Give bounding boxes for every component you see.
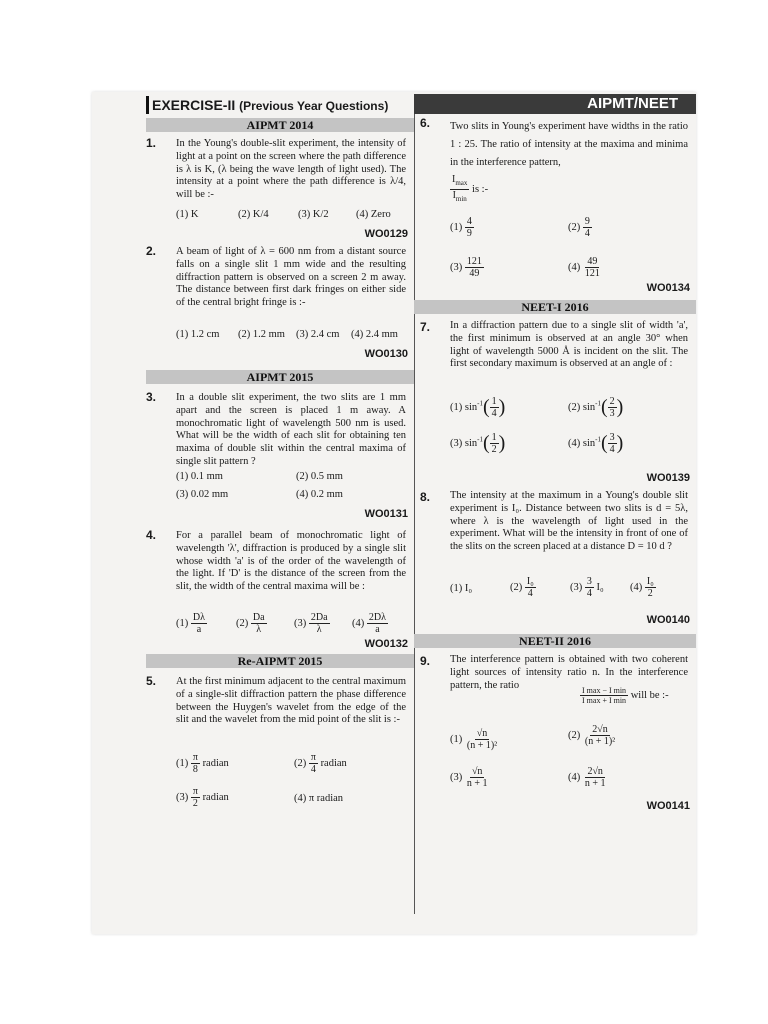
denominator: a [196, 624, 202, 635]
option-fraction [583, 256, 602, 279]
question-number: 6. [420, 116, 431, 130]
option-label: (1) [176, 757, 189, 769]
question-number: 4. [146, 528, 157, 542]
denominator: 49 [469, 268, 480, 279]
numerator: π [192, 786, 198, 797]
option-fraction [309, 752, 318, 775]
option-fraction [465, 728, 499, 751]
option-fraction [465, 766, 490, 789]
denominator: 2 [647, 588, 653, 599]
exercise-title [146, 96, 420, 114]
denominator: λ [316, 624, 322, 635]
question-text: At the first minimum adjacent to the central maximum of a single-slit diffraction pattern the phase difference between the Huygen's wavelet from the edge of the slit and the wavelet from the mid point of the slit is :- [176, 676, 406, 726]
option-fraction [645, 576, 656, 599]
question-number: 3. [146, 390, 157, 404]
option-label: (1) I₀ [450, 583, 473, 594]
question-number: 8. [420, 490, 431, 504]
ratio-symbol: I [452, 174, 456, 185]
right-column [414, 92, 696, 934]
question-code: WO0132 [364, 638, 408, 650]
question-6 [420, 116, 690, 296]
question-code: WO0131 [364, 508, 408, 520]
inverse-sup: -1 [477, 399, 483, 408]
option-4[interactable]: (4) 2.4 mm [351, 329, 398, 340]
numerator: Da [252, 612, 265, 623]
option-1[interactable] [176, 752, 229, 775]
question-4 [146, 528, 408, 652]
option-2[interactable] [568, 396, 623, 419]
question-text: The intensity at the maximum in a Young's double slit experiment is I₀. Distance between two slits is d = 5λ, where λ is the wavelength of light used in the experiment. What will be the intensity in front of one of the slits on the screen placed at a distance D = 10 d ? [450, 490, 688, 553]
option-suffix: I₀ [596, 581, 604, 593]
ratio-fraction [450, 174, 469, 205]
numerator: π [192, 752, 198, 763]
exam-header-bar [414, 94, 696, 114]
option-4[interactable] [568, 256, 602, 279]
option-4[interactable] [568, 766, 608, 789]
intensity-ratio [450, 174, 488, 205]
option-3[interactable]: (3) 2.4 cm [296, 329, 340, 340]
option-2[interactable]: (2) K/4 [238, 209, 269, 220]
option-label: (2) [568, 221, 581, 233]
numerator: 1 [491, 432, 497, 443]
option-fraction [191, 786, 200, 809]
question-text: A beam of light of λ = 600 nm from a distant source falls on a single slit 1 mm wide and the resulting diffraction pattern is observed on a screen 2 m away. The distance between first dark fringes on either side of the central bright fringe is :- [176, 246, 406, 309]
option-4[interactable] [630, 576, 656, 599]
question-number: 1. [146, 136, 157, 150]
option-text: π radian [308, 793, 344, 804]
option-unit: radian [202, 791, 229, 803]
numerator: 121 [466, 256, 482, 267]
denominator: 4 [586, 588, 592, 599]
numerator: √n [471, 766, 483, 777]
option-2[interactable]: (2) 1.2 mm [238, 329, 285, 340]
option-label: (2) [236, 617, 249, 629]
option-fraction [251, 612, 267, 635]
option-label: (1) sin [450, 401, 478, 413]
option-2[interactable] [294, 752, 347, 775]
option-1[interactable] [450, 216, 474, 239]
option-label: (3) [450, 771, 463, 783]
intensity-ratio [580, 686, 669, 705]
denominator: a [375, 624, 380, 635]
option-unit: radian [320, 757, 347, 769]
option-fraction [367, 612, 388, 635]
option-1[interactable]: (1) K [176, 209, 199, 220]
question-2 [146, 244, 408, 362]
question-number: 7. [420, 320, 431, 334]
ratio-suffix: will be :- [630, 689, 669, 701]
denominator: 2 [491, 444, 497, 455]
numerator: 2 [609, 396, 615, 407]
paren-right: ) [616, 396, 624, 418]
numerator: 2√n [587, 766, 603, 777]
question-code: WO0139 [646, 472, 690, 484]
option-3[interactable] [450, 766, 490, 789]
option-label: (1) [450, 221, 463, 233]
option-fraction [465, 256, 484, 279]
inverse-sup: -1 [595, 399, 601, 408]
numerator: I₀ [526, 576, 534, 587]
question-text: For a parallel beam of monochromatic light of wavelength 'λ', diffraction is produced by a single slit whose width 'a' is of the order of the wavelength of the light. If 'D' is the distance of the screen from the slit, the width of the central maxima will be : [176, 530, 406, 593]
denominator: 121 [584, 268, 600, 279]
option-fraction [583, 766, 608, 789]
option-3[interactable] [450, 256, 484, 279]
option-fraction [309, 612, 330, 635]
denominator: I max + I min [582, 696, 627, 705]
numerator: 2√n [592, 724, 608, 735]
option-fraction [585, 576, 594, 599]
option-3[interactable] [294, 612, 330, 635]
option-fraction [490, 432, 499, 455]
left-column [92, 92, 414, 934]
ratio-subscript: min [455, 195, 467, 203]
option-label: (4) sin [568, 437, 596, 449]
numerator: 2Dλ [368, 612, 386, 623]
option-1[interactable] [450, 728, 499, 751]
option-4[interactable] [568, 432, 623, 455]
question-text: The interference pattern is obtained with two coherent light sources of intensity ratio n. In the interference pattern, the ratio [450, 654, 688, 691]
numerator: 3 [609, 432, 615, 443]
option-label: (3) sin [450, 437, 478, 449]
option-fraction [191, 752, 200, 775]
option-label: (2) sin [568, 401, 596, 413]
denominator: λ [256, 624, 262, 635]
numerator: √n [476, 728, 488, 739]
paren-left: ( [482, 432, 490, 454]
question-code: WO0129 [364, 228, 408, 240]
question-1 [146, 136, 408, 240]
option-1[interactable]: (1) 0.1 mm [176, 471, 223, 482]
paren-right: ) [498, 396, 506, 418]
question-code: WO0134 [646, 282, 690, 294]
numerator: 49 [587, 256, 598, 267]
option-1[interactable]: (1) 1.2 cm [176, 329, 220, 340]
option-4[interactable] [294, 792, 343, 805]
option-label: (3) [450, 261, 463, 273]
exercise-subtitle: (Previous Year Questions) [239, 99, 389, 113]
option-fraction [525, 576, 536, 599]
denominator: 4 [310, 764, 316, 775]
denominator: (n + 1)² [584, 736, 616, 747]
question-code: WO0140 [646, 614, 690, 626]
option-label: (3) [176, 791, 189, 803]
section-neet-2-2016: NEET-II 2016 [414, 634, 696, 648]
option-label: (2) [510, 581, 523, 593]
numerator: 2Da [310, 612, 328, 623]
exam-label: AIPMT/NEET [587, 95, 678, 112]
option-2[interactable] [236, 612, 267, 635]
numerator: π [310, 752, 316, 763]
question-5 [146, 674, 408, 814]
option-label: (1) [450, 733, 463, 745]
denominator: 4 [527, 588, 533, 599]
question-code: WO0141 [646, 800, 690, 812]
option-label: (2) [294, 757, 307, 769]
paren-right: ) [616, 432, 624, 454]
option-fraction [583, 724, 617, 747]
option-fraction [608, 432, 617, 455]
exercise-page [92, 92, 696, 934]
numerator: 9 [584, 216, 590, 227]
question-9 [420, 654, 690, 814]
numerator: 4 [466, 216, 472, 227]
option-3[interactable] [450, 432, 505, 455]
denominator: 3 [609, 408, 615, 419]
option-label: (4) [568, 771, 581, 783]
option-4[interactable]: (4) Zero [356, 209, 391, 220]
option-1[interactable] [450, 396, 505, 419]
question-number: 2. [146, 244, 157, 258]
option-fraction [191, 612, 207, 635]
section-re-aipmt-2015: Re-AIPMT 2015 [146, 654, 414, 668]
numerator: 3 [586, 576, 592, 587]
ratio-subscript: max [455, 179, 468, 187]
denominator: 8 [192, 764, 198, 775]
option-3[interactable] [570, 576, 604, 599]
option-1[interactable] [176, 612, 207, 635]
option-label: (4) [294, 793, 307, 804]
option-3[interactable]: (3) 0.02 mm [176, 489, 229, 500]
option-fraction [465, 216, 474, 239]
option-4[interactable] [352, 612, 388, 635]
question-code: WO0130 [364, 348, 408, 360]
paren-left: ( [600, 396, 608, 418]
question-text: In a double slit experiment, the two slits are 1 mm apart and the screen is placed 1 m away. A monochromatic light of wavelength 500 nm is used. What will be the width of each slit for obtaining ten maxima of double slit within the central maxima of single slit pattern ? [176, 392, 406, 467]
option-label: (4) [630, 581, 643, 593]
option-label: (2) [568, 729, 581, 741]
option-2[interactable] [568, 216, 592, 239]
option-fraction [490, 396, 499, 419]
option-label: (4) [568, 261, 581, 273]
denominator: 2 [192, 798, 198, 809]
question-number: 9. [420, 654, 431, 668]
ratio-suffix: is :- [472, 183, 489, 195]
inverse-sup: -1 [477, 435, 483, 444]
option-3[interactable]: (3) K/2 [298, 209, 329, 220]
section-aipmt-2015: AIPMT 2015 [146, 370, 414, 384]
ratio-symbol: I [452, 190, 456, 201]
question-text: In a diffraction pattern due to a single slit of width 'a', the first minimum is observed at an angle 30° when light of wavelength 5000 Å is incident on the slit. The first secondary maximum is observed at an angle of : [450, 320, 688, 370]
numerator: 1 [491, 396, 497, 407]
option-4[interactable]: (4) 0.2 mm [296, 489, 343, 500]
option-fraction [608, 396, 617, 419]
denominator: (n + 1)² [466, 740, 498, 751]
question-text: In the Young's double-slit experiment, the intensity of light at a point on the screen where the path difference is λ is K, (λ being the wave length of light used). The intensity at a point where the path difference is λ/4, will be :- [176, 138, 406, 201]
section-neet-1-2016: NEET-I 2016 [414, 300, 696, 314]
numerator: Dλ [192, 612, 205, 623]
denominator: 4 [491, 408, 497, 419]
numerator: I₀ [646, 576, 654, 587]
option-unit: radian [202, 757, 229, 769]
section-aipmt-2014: AIPMT 2014 [146, 118, 414, 132]
option-1[interactable] [450, 582, 472, 595]
option-2[interactable]: (2) 0.5 mm [296, 471, 343, 482]
question-number: 5. [146, 674, 157, 688]
option-2[interactable] [568, 724, 617, 747]
paren-left: ( [482, 396, 490, 418]
ratio-fraction [580, 686, 628, 705]
option-2[interactable] [510, 576, 536, 599]
denominator [451, 190, 469, 205]
inverse-sup: -1 [595, 435, 601, 444]
paren-left: ( [600, 432, 608, 454]
denominator: 9 [466, 228, 472, 239]
numerator [450, 174, 469, 190]
option-label: (1) [176, 617, 189, 629]
numerator: I max − I min [582, 686, 627, 695]
option-label: (3) [294, 617, 307, 629]
exercise-title-main: EXERCISE-II [152, 97, 236, 113]
question-3 [146, 390, 408, 520]
denominator: n + 1 [584, 778, 606, 789]
denominator: 4 [584, 228, 590, 239]
question-text: Two slits in Young's experiment have widths in the ratio 1 : 25. The ratio of intensity at the maxima and minima in the interference pattern, [450, 121, 688, 168]
option-label: (3) [570, 581, 583, 593]
option-label: (4) [352, 617, 365, 629]
option-3[interactable] [176, 786, 229, 809]
question-7 [420, 320, 690, 482]
denominator: 4 [609, 444, 615, 455]
question-8 [420, 490, 690, 626]
option-fraction [583, 216, 592, 239]
denominator: n + 1 [466, 778, 488, 789]
paren-right: ) [498, 432, 506, 454]
